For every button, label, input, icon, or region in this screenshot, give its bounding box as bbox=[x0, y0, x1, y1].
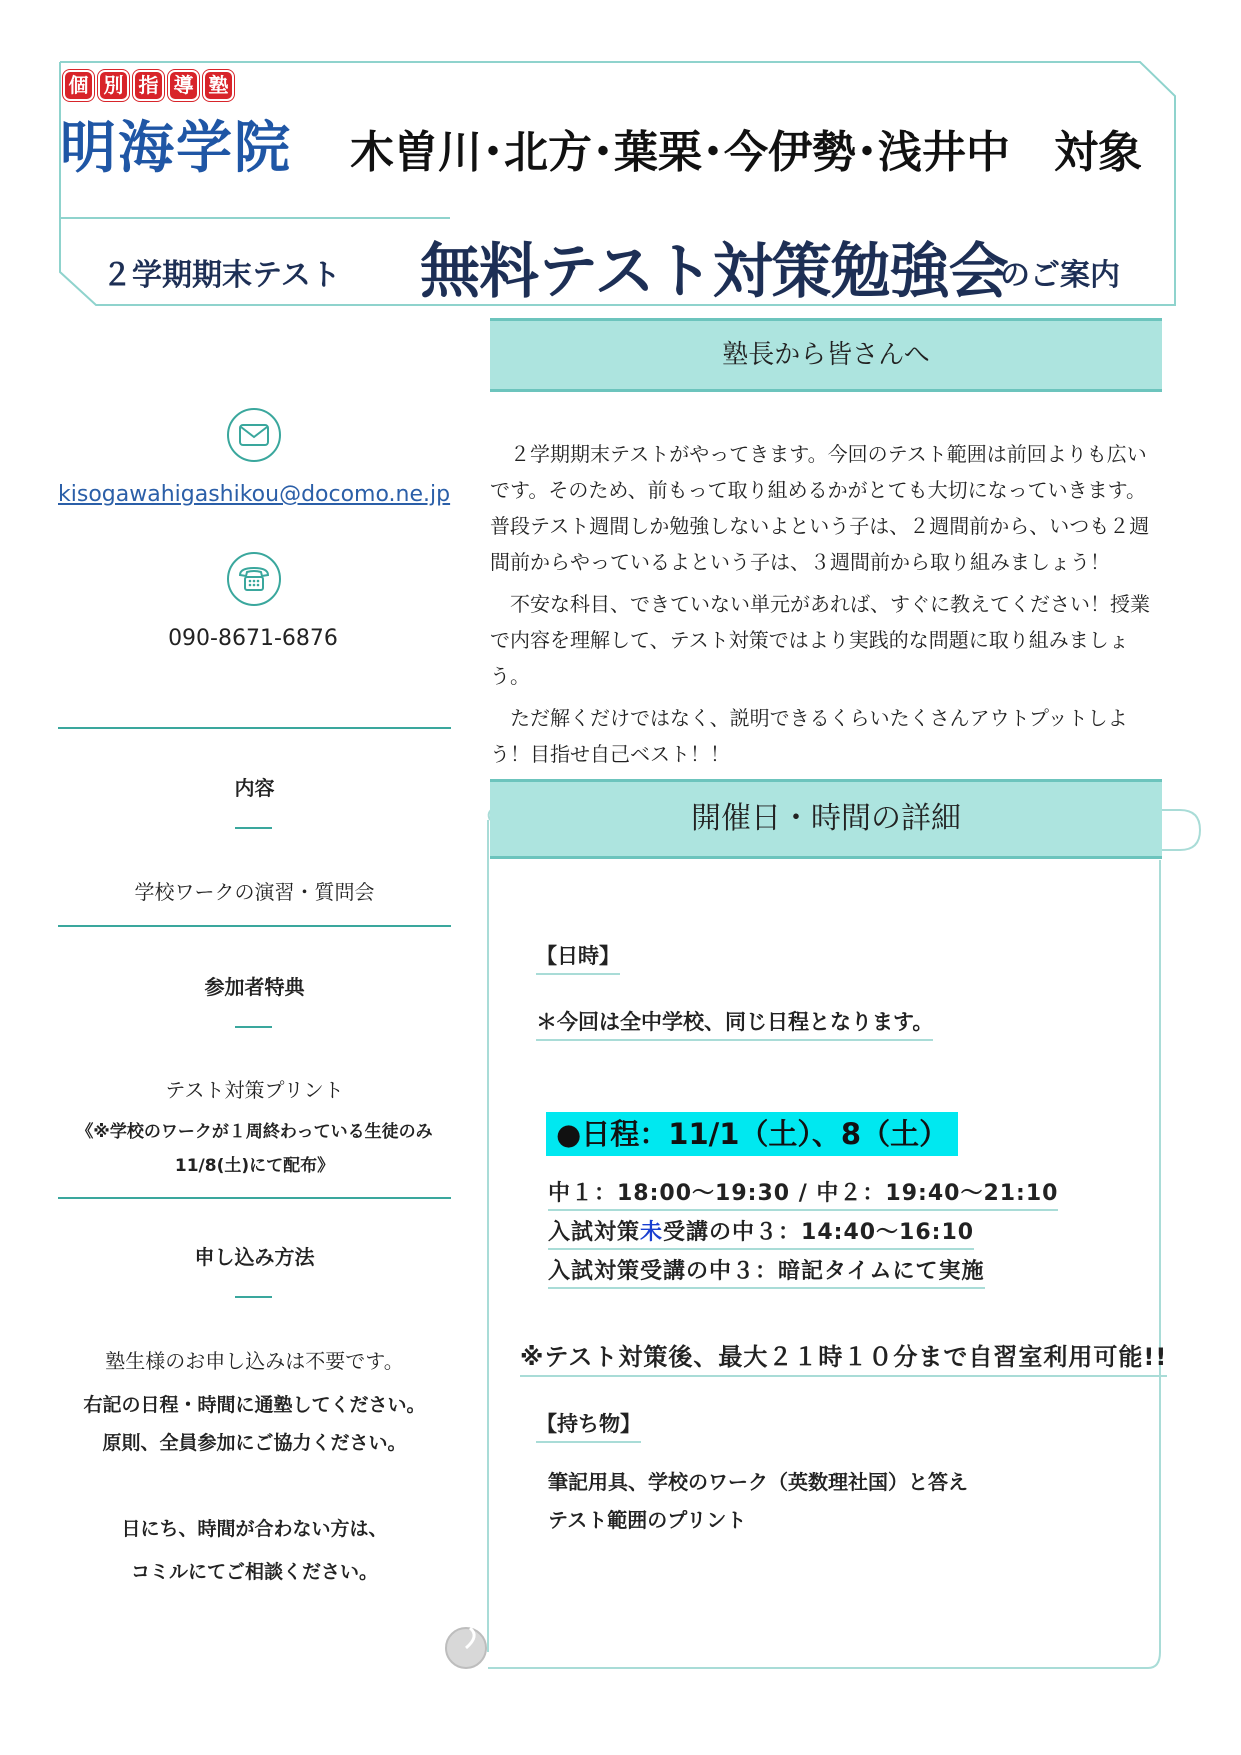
items-text: 筆記用具、学校のワーク（英数理社国）と答え bbox=[548, 1470, 968, 1494]
logo-badge: 別 bbox=[98, 70, 129, 101]
items-label: 【持ち物】 bbox=[536, 1408, 641, 1443]
heading-underline bbox=[235, 1026, 272, 1028]
apply-heading: 申し込み方法 bbox=[194, 1245, 315, 1269]
term-label: ２学期期末テスト bbox=[102, 258, 341, 293]
message-body bbox=[490, 436, 1162, 778]
time-line-text: 受講の中３：14:40～16:10 bbox=[663, 1220, 975, 1245]
main-title-suffix: のご案内 bbox=[1000, 258, 1120, 293]
message-paragraph: ２学期期末テストがやってきます。今回のテスト範囲は前回よりも広いです。そのため、前もって取り組めるかがとても大切になっていきます。普段テスト週間しか勉強しないよという子は、２週間前から、いつも２週間前からやっているよという子は、３週間前から取り組みましょう！ bbox=[490, 442, 1150, 574]
apply-text: 塾生様のお申し込みは不要です。 bbox=[105, 1349, 404, 1373]
apply-instruction: 原則、全員参加にご協力ください。 bbox=[102, 1432, 407, 1454]
divider bbox=[58, 1197, 451, 1199]
benefit-note: 11/8(土)にて配布》 bbox=[174, 1156, 335, 1176]
benefit-note: 《※学校のワークが１周終わっている生徒のみ bbox=[76, 1122, 433, 1142]
envelope-icon bbox=[227, 408, 281, 462]
self-study-note: ※テスト対策後、最大２１時１０分まで自習室利用可能!! bbox=[520, 1337, 1167, 1377]
divider bbox=[58, 727, 451, 729]
target-schools: 木曽川･北方･葉栗･今伊勢･浅井中 対象 bbox=[350, 127, 1142, 178]
apply-instruction: 日にち、時間が合わない方は、 bbox=[121, 1518, 388, 1540]
time-line-highlight: 未 bbox=[640, 1220, 664, 1245]
heading-underline bbox=[235, 827, 272, 829]
message-heading: 塾長から皆さんへ bbox=[490, 318, 1162, 392]
time-line-text: 入試対策 bbox=[548, 1220, 641, 1245]
datetime-label: 【日時】 bbox=[536, 940, 620, 975]
heading-underline bbox=[235, 1296, 272, 1298]
main-title: 無料テスト対策勉強会 bbox=[420, 237, 1008, 307]
message-paragraph: ただ解くだけではなく、説明できるくらいたくさんアウトプットしよう！目指せ自己ベスト！！ bbox=[490, 706, 1128, 766]
time-line: 中１：18:00～19:30 / 中２：19:40～21:10 bbox=[548, 1176, 1058, 1211]
divider bbox=[58, 925, 451, 927]
apply-instruction: コミルにてご相談ください。 bbox=[130, 1561, 378, 1583]
logo-name: 明海学院 bbox=[60, 116, 292, 181]
logo-badge: 導 bbox=[168, 70, 199, 101]
time-line: 入試対策受講の中３：暗記タイムにて実施 bbox=[548, 1254, 985, 1289]
email-link[interactable]: kisogawahigashikou@docomo.ne.jp bbox=[58, 482, 451, 507]
logo-badge: 個 bbox=[63, 70, 94, 101]
same-schedule-note: ＊今回は全中学校、同じ日程となります。 bbox=[536, 1006, 933, 1041]
items-text: テスト範囲のプリント bbox=[548, 1508, 747, 1532]
benefit-text: テスト対策プリント bbox=[165, 1078, 344, 1102]
date-line: ●日程：11/1（土）、8（土） bbox=[546, 1112, 958, 1156]
apply-instruction: 右記の日程・時間に通塾してください。 bbox=[83, 1394, 426, 1416]
telephone-icon bbox=[227, 552, 281, 606]
time-line bbox=[548, 1215, 974, 1250]
content-text: 学校ワークの演習・質問会 bbox=[134, 880, 375, 904]
benefit-heading: 参加者特典 bbox=[204, 975, 305, 999]
logo-badge: 塾 bbox=[203, 70, 234, 101]
message-paragraph: 不安な科目、できていない単元があれば、すぐに教えてください！授業で内容を理解して、テスト対策ではより実践的な問題に取り組みましょう。 bbox=[490, 592, 1150, 688]
content-heading: 内容 bbox=[234, 776, 275, 800]
phone-number: 090-8671-6876 bbox=[168, 626, 338, 651]
logo-badge: 指 bbox=[133, 70, 164, 101]
schedule-heading: 開催日・時間の詳細 bbox=[490, 779, 1162, 859]
